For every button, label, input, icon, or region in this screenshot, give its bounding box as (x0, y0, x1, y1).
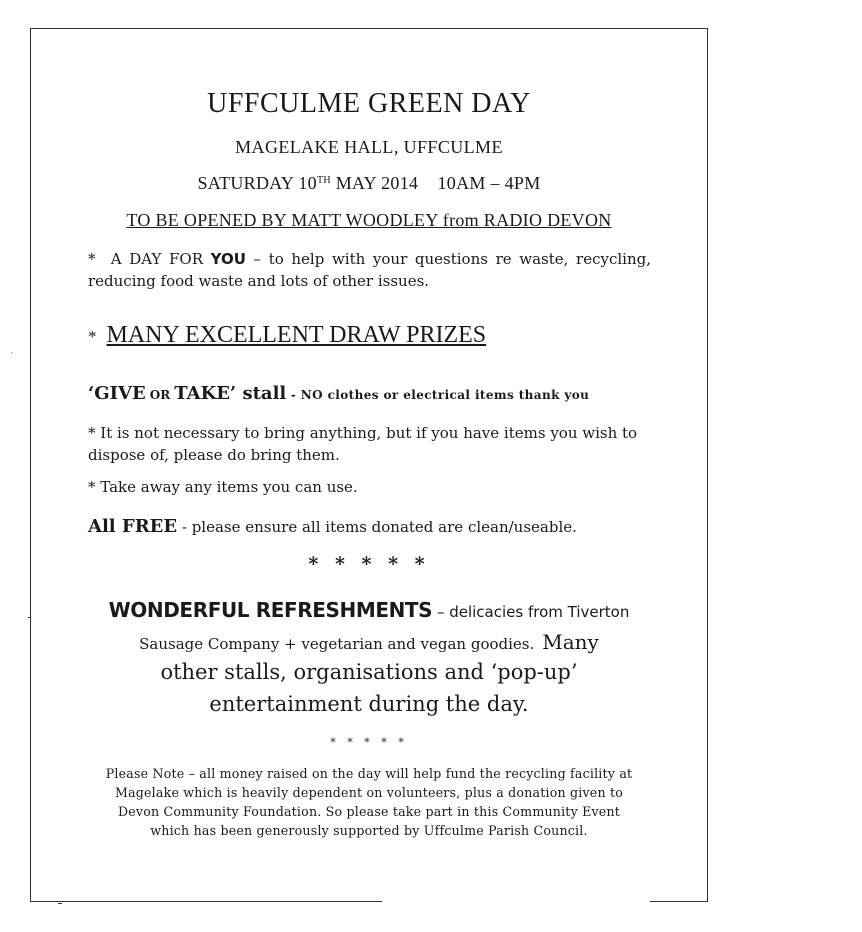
margin-mark (11, 352, 12, 353)
bullet-star: * (88, 250, 96, 268)
refreshments-line-2-text: Sausage Company + vegetarian and vegan goodies. (139, 635, 535, 653)
date-rest: MAY 2014 10AM – 4PM (330, 173, 541, 193)
draw-prizes-heading (88, 322, 486, 349)
give-take-note: - NO clothes or electrical items thank you (286, 388, 590, 402)
separator-stars-small: * * * * * (330, 736, 408, 749)
draw-prizes-text: MANY EXCELLENT DRAW PRIZES (106, 322, 487, 348)
refreshments-line-3: other stalls, organisations and ‘pop-up’ (160, 660, 578, 684)
take-away-line: * Take away any items you can use. (88, 478, 358, 496)
all-free-bold: All FREE (88, 516, 178, 537)
day-for-you-paragraph (88, 248, 651, 292)
date-line (30, 173, 708, 194)
day-for-you-emphasis: YOU (210, 250, 246, 268)
margin-mark (58, 903, 62, 904)
footer-line: which has been generously supported by Uffculme Parish Council. (150, 823, 588, 838)
refreshments-rest: – delicacies from Tiverton (432, 603, 630, 621)
footer-line: Magelake which is heavily dependent on volunteers, plus a donation given to (114, 785, 624, 800)
separator-stars: * * * * * (308, 553, 430, 575)
or-word: OR (149, 388, 171, 402)
not-necessary-paragraph: * It is not necessary to bring anything, but if you have items you wish to dispose of, please do bring them. (88, 424, 638, 464)
opened-by-line: TO BE OPENED BY MATT WOODLEY from RADIO DEVON (126, 210, 612, 230)
page-border-bottom-right (650, 901, 708, 902)
footer-line: Please Note – all money raised on the day will help fund the recycling facility at (105, 766, 633, 781)
take-stall: TAKE’ stall (174, 383, 287, 404)
page-border-bottom (30, 901, 382, 902)
date-prefix: SATURDAY 10 (197, 173, 317, 193)
give-word: ‘GIVE (88, 383, 146, 404)
bullet-star: * (88, 327, 97, 346)
refreshments-line-4: entertainment during the day. (209, 692, 529, 716)
refreshments-bold: WONDERFUL REFRESHMENTS (108, 598, 433, 622)
give-or-take-line (88, 383, 589, 404)
refreshments-line-2-big: Many (542, 630, 599, 654)
all-free-line (88, 516, 577, 537)
day-for-you-lead: A DAY FOR (95, 250, 211, 268)
refreshments-line-2 (30, 630, 708, 654)
all-free-text: - please ensure all items donated are clean/useable. (177, 518, 577, 536)
refreshments-line-1 (30, 598, 708, 622)
day-for-you-text: – to help with your questions re waste, recycling, reducing food waste and lots of other issues. (88, 250, 651, 290)
footer-note (30, 764, 708, 840)
date-suffix: TH (316, 175, 331, 186)
page-title: UFFCULME GREEN DAY (207, 88, 531, 119)
footer-line: Devon Community Foundation. So please take part in this Community Event (117, 804, 621, 819)
venue-line: MAGELAKE HALL, UFFCULME (235, 137, 503, 157)
